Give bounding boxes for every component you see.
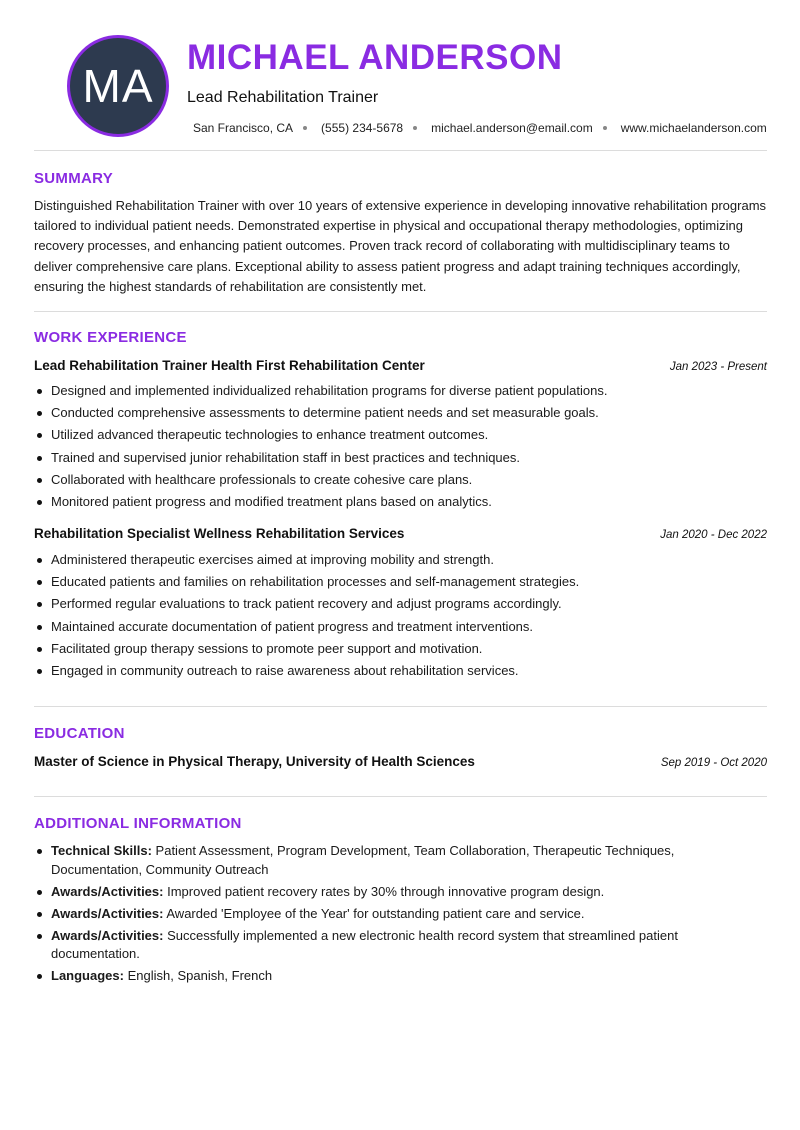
summary-text: Distinguished Rehabilitation Trainer with over 10 years of extensive experience in developing innovative rehabilitation programs tailored to individual patient needs. Demonstrated expertise in physical and occupational therapy methodologies, optimizing recovery processes, and enhancing patient outcomes. Proven track record of collaborating with multidisciplinary teams to deliver comprehensive care plans. Exceptional ability to assess patient progress and adapt training techniques accordingly, ensuring the highest standards of rehabilitation are consistently met. <box>34 198 767 294</box>
contact-line <box>193 121 767 135</box>
list-item <box>34 927 724 964</box>
item-text: Patient Assessment, Program Development, Team Collaboration, Therapeutic Techniques, Documentation, Community Outreach <box>51 843 675 877</box>
additional-info-heading: ADDITIONAL INFORMATION <box>34 815 242 832</box>
list-item: Designed and implemented individualized rehabilitation programs for diverse patient populations. <box>34 382 768 400</box>
degree-title: Master of Science in Physical Therapy, University of Health Sciences <box>34 754 475 769</box>
item-label: Awards/Activities: <box>51 927 164 943</box>
list-item: Engaged in community outreach to raise awareness about rehabilitation services. <box>34 662 768 680</box>
education-entry <box>34 754 767 769</box>
job-title: Rehabilitation Specialist Wellness Rehabilitation Services <box>34 526 405 541</box>
job-header <box>34 358 767 373</box>
candidate-role: Lead Rehabilitation Trainer <box>187 89 379 106</box>
item-label: Awards/Activities: <box>51 905 164 921</box>
section-divider <box>34 311 767 312</box>
candidate-name: MICHAEL ANDERSON <box>187 38 563 77</box>
section-divider <box>34 706 767 707</box>
item-label: Technical Skills: <box>51 843 152 858</box>
list-item: Monitored patient progress and modified treatment plans based on analytics. <box>34 493 768 511</box>
list-item: Trained and supervised junior rehabilitation staff in best practices and techniques. <box>34 449 768 467</box>
contact-website[interactable]: www.michaelanderson.com <box>620 121 767 135</box>
job-title: Lead Rehabilitation Trainer Health First Rehabilitation Center <box>34 358 425 373</box>
list-item <box>34 905 724 924</box>
item-label: Languages: <box>51 968 124 983</box>
list-item <box>34 883 724 902</box>
list-item: Collaborated with healthcare professionals to create cohesive care plans. <box>34 471 768 489</box>
list-item: Administered therapeutic exercises aimed at improving mobility and strength. <box>34 551 768 569</box>
item-text: Successfully implemented a new electronic health record system that streamlined patient documentation. <box>51 927 678 961</box>
separator-dot <box>413 126 417 130</box>
avatar <box>67 35 169 137</box>
job-dates: Jan 2020 - Dec 2022 <box>660 529 767 541</box>
section-divider <box>34 150 767 151</box>
item-text: English, Spanish, French <box>127 968 273 983</box>
separator-dot <box>603 126 607 130</box>
job-header <box>34 526 767 541</box>
education-heading: EDUCATION <box>34 725 125 742</box>
contact-location: San Francisco, CA <box>193 121 294 135</box>
list-item <box>34 967 724 986</box>
list-item: Educated patients and families on rehabilitation processes and self-management strategies. <box>34 573 768 591</box>
list-item: Maintained accurate documentation of patient progress and treatment interventions. <box>34 618 768 636</box>
item-text: Improved patient recovery rates by 30% through innovative program design. <box>167 883 605 899</box>
separator-dot <box>303 126 307 130</box>
item-text: Awarded 'Employee of the Year' for outstanding patient care and service. <box>166 905 585 921</box>
list-item: Facilitated group therapy sessions to promote peer support and motivation. <box>34 640 768 658</box>
job-bullets <box>34 382 768 515</box>
education-dates: Sep 2019 - Oct 2020 <box>660 757 767 769</box>
avatar-initials: MA <box>82 60 154 112</box>
job-dates: Jan 2023 - Present <box>669 361 767 373</box>
summary-heading: SUMMARY <box>34 170 114 187</box>
job-bullets <box>34 551 768 684</box>
additional-info-list <box>34 842 724 989</box>
contact-phone[interactable]: (555) 234-5678 <box>321 121 404 135</box>
list-item: Performed regular evaluations to track patient recovery and adjust programs accordingly. <box>34 595 768 613</box>
contact-email[interactable]: michael.anderson@email.com <box>431 121 593 135</box>
list-item: Utilized advanced therapeutic technologies to enhance treatment outcomes. <box>34 426 768 444</box>
section-divider <box>34 796 767 797</box>
list-item <box>34 842 724 879</box>
item-label: Awards/Activities: <box>51 883 164 899</box>
resume-header <box>33 0 767 150</box>
work-experience-heading: WORK EXPERIENCE <box>34 329 187 346</box>
list-item: Conducted comprehensive assessments to determine patient needs and set measurable goals. <box>34 404 768 422</box>
